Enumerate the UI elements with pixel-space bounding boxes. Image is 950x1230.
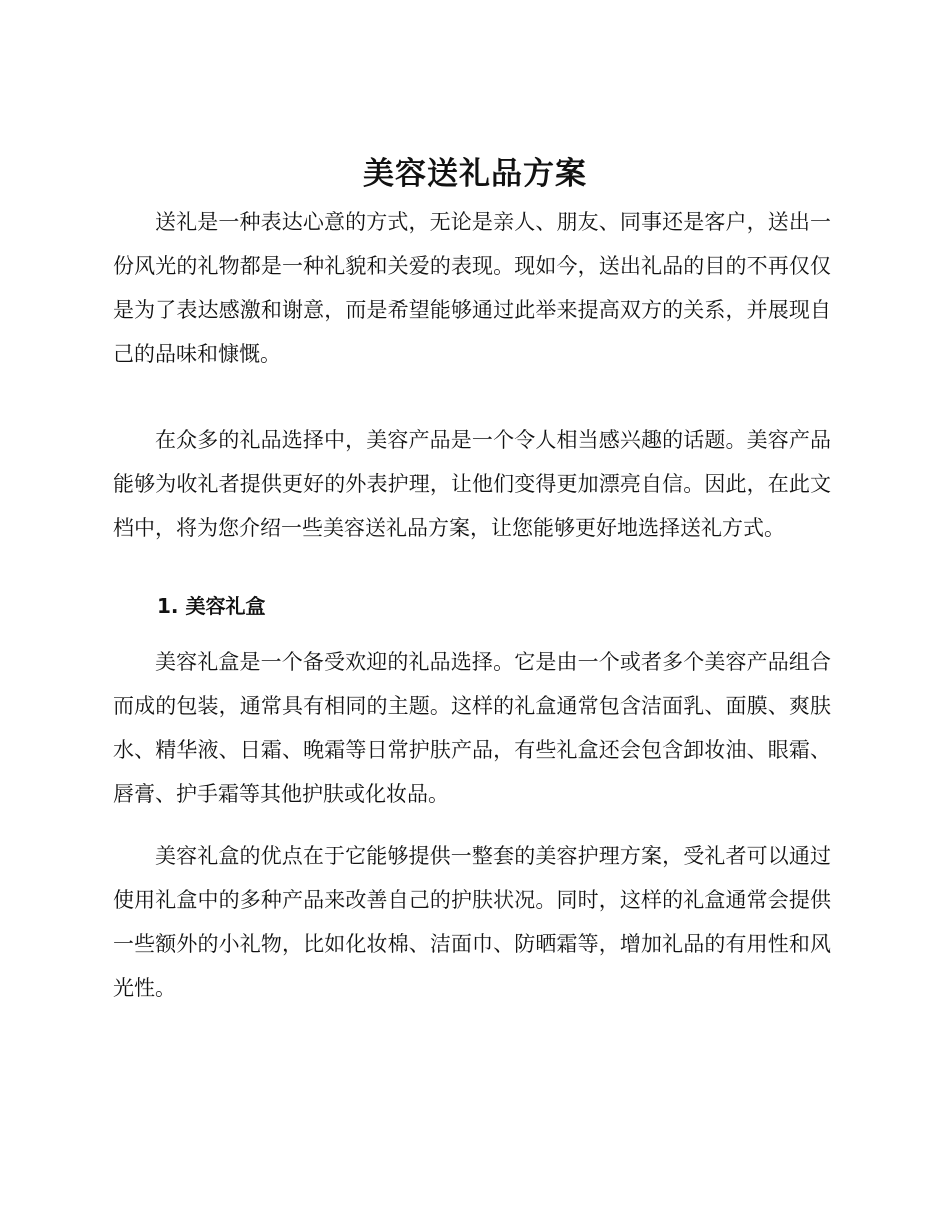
intro-paragraph-2: 在众多的礼品选择中，美容产品是一个令人相当感兴趣的话题。美容产品能够为收礼者提供更好的外表护理，让他们变得更加漂亮自信。因此，在此文档中，将为您介绍一些美容送礼品方案，让您能够更好地选择送礼方式。 [113,428,831,540]
section-heading-beauty-gift-box: 1. 美容礼盒 [157,594,266,618]
section-1-paragraph-2: 美容礼盒的优点在于它能够提供一整套的美容护理方案，受礼者可以通过使用礼盒中的多种产品来改善自己的护肤状况。同时，这样的礼盒通常会提供一些额外的小礼物，比如化妆棉、洁面巾、防晒霜等，增加礼品的有用性和风光性。 [113,844,831,1000]
section-1-paragraph-1: 美容礼盒是一个备受欢迎的礼品选择。它是由一个或者多个美容产品组合而成的包装，通常具有相同的主题。这样的礼盒通常包含洁面乳、面膜、爽肤水、精华液、日霜、晚霜等日常护肤产品，有些礼盒还会包含卸妆油、眼霜、唇膏、护手霜等其他护肤或化妆品。 [113,650,831,806]
document-title: 美容送礼品方案 [363,156,587,192]
intro-paragraph-1: 送礼是一种表达心意的方式，无论是亲人、朋友、同事还是客户，送出一份风光的礼物都是一种礼貌和关爱的表现。现如今，送出礼品的目的不再仅仅是为了表达感激和谢意，而是希望能够通过此举来提高双方的关系，并展现自己的品味和慷慨。 [113,210,831,366]
